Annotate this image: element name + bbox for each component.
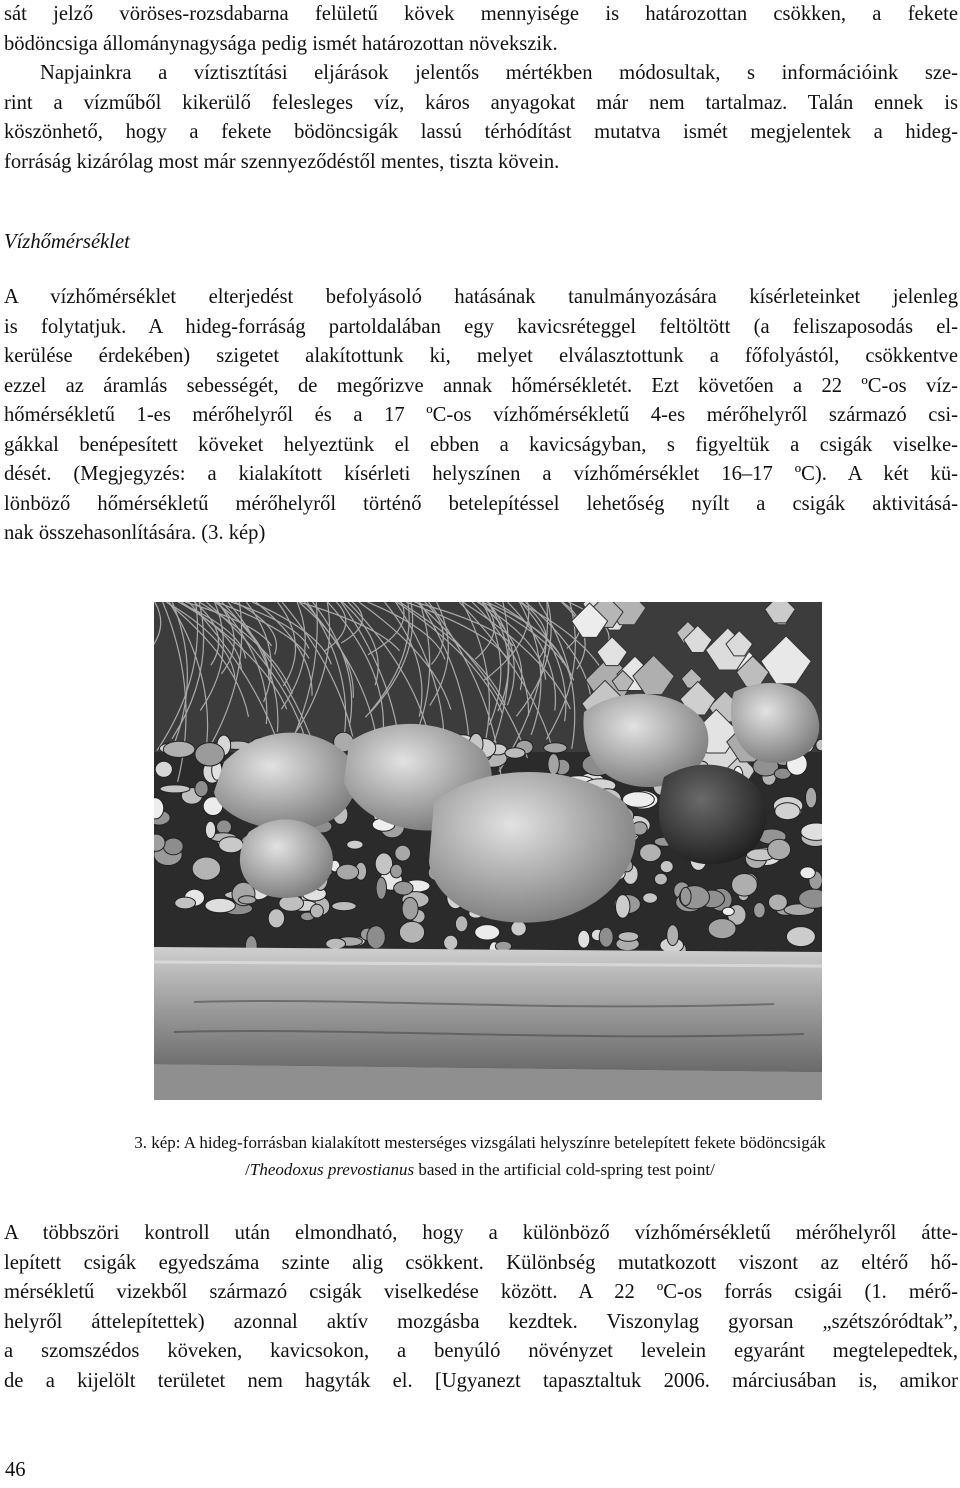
text-line: dését. (Megjegyzés: a kialakított kísérleti helyszínen a vízhőmérséklet 16–17 ºC). A két kü- bbox=[4, 463, 958, 485]
text-line: de a kijelölt területet nem hagyták el. [Ugyanezt tapasztaltuk 2006. márciusában is, amikor bbox=[4, 1369, 958, 1392]
text-line: nak összehasonlítására. (3. kép) bbox=[4, 522, 266, 544]
paragraph-results bbox=[4, 1219, 958, 1396]
text-line: kerülése érdekében) szigetet alakítottunk ki, melyet elválasztottunk a főfolyástól, csökkentve bbox=[4, 345, 958, 367]
text-line: lönböző hőmérsékletű mérőhelyről történő betelepítéssel lehetőség nyílt a csigák aktivitásá- bbox=[4, 492, 958, 515]
photo-stones-and-log bbox=[154, 602, 822, 1100]
text-line: sát jelző vöröses-rozsdabarna felületű kövek mennyisége is határozottan csökken, a fekete bbox=[4, 3, 958, 25]
text-line: bödöncsiga állománynagysága pedig ismét határozottan növekszik. bbox=[4, 32, 558, 55]
text-line: is folytatjuk. A hideg-forráság partoldalában egy kavicsréteggel feltöltött (a feliszaposodás el- bbox=[4, 315, 958, 338]
page-number: 46 bbox=[5, 1459, 26, 1481]
text-line: rint a vízműből kikerülő felesleges víz, káros anyagokat már nem tartalmaz. Talán ennek is bbox=[4, 91, 958, 114]
species-name: Theodoxus prevostianus bbox=[249, 1160, 415, 1179]
text-line: gákkal benépesített köveket helyeztünk el ebben a kavicságyban, s figyeltük a csigák viselke- bbox=[4, 433, 958, 456]
text-line: Napjainkra a víztisztítási eljárások jelentős mértékben módosultak, s információink sze- bbox=[40, 62, 958, 84]
text-line: mérsékletű vizekből származó csigák viselkedése között. A 22 ºC-os forrás csigái (1. mérő- bbox=[4, 1281, 958, 1303]
text-line: helyről áttelepítettek) azonnal aktív mozgásba kezdtek. Viszonylag gyorsan „szétszóródtak”, bbox=[4, 1310, 958, 1333]
text-line: ezzel az áramlás sebességét, de megőrizve annak hőmérsékletét. Ezt követően a 22 ºC-os víz- bbox=[4, 374, 958, 397]
text-line: a szomszédos köveken, kavicsokon, a benyúló növényzet levelein egyaránt megtelepedtek, bbox=[4, 1340, 958, 1362]
text-line: lepített csigák egyedszáma szinte alig csökkent. Különbség mutatkozott viszont az eltérő hő- bbox=[4, 1251, 958, 1274]
text-line: A vízhőmérséklet elterjedést befolyásoló hatásának tanulmányozására kísérleteinket jelenleg bbox=[4, 286, 958, 308]
paragraph-intro bbox=[4, 0, 958, 177]
paragraph-temperature bbox=[4, 283, 958, 549]
text-line: köszönhető, hogy a fekete bödöncsigák lassú térhódítást mutatva ismét megjelentek a hideg- bbox=[4, 121, 958, 143]
text-line: hőmérsékletű 1-es mérőhelyről és a 17 ºC-os vízhőmérsékletű 4-es mérőhelyről származó csi- bbox=[4, 404, 958, 426]
caption-text: / bbox=[245, 1160, 250, 1179]
caption-text: based in the artificial cold-spring test point/ bbox=[414, 1160, 715, 1179]
text-line: forráság kizárólag most már szennyeződéstől mentes, tiszta kövein. bbox=[4, 150, 560, 173]
text-line: A többszöri kontroll után elmondható, hogy a különböző vízhőmérsékletű mérőhelyről átte- bbox=[4, 1222, 958, 1244]
figure-caption-english bbox=[0, 1156, 960, 1183]
figure-caption: 3. kép: A hideg-forrásban kialakított mesterséges vizsgálati helyszínre betelepített fekete bödöncsigák bbox=[134, 1133, 826, 1152]
section-heading: Vízhőmérséklet bbox=[4, 231, 130, 253]
